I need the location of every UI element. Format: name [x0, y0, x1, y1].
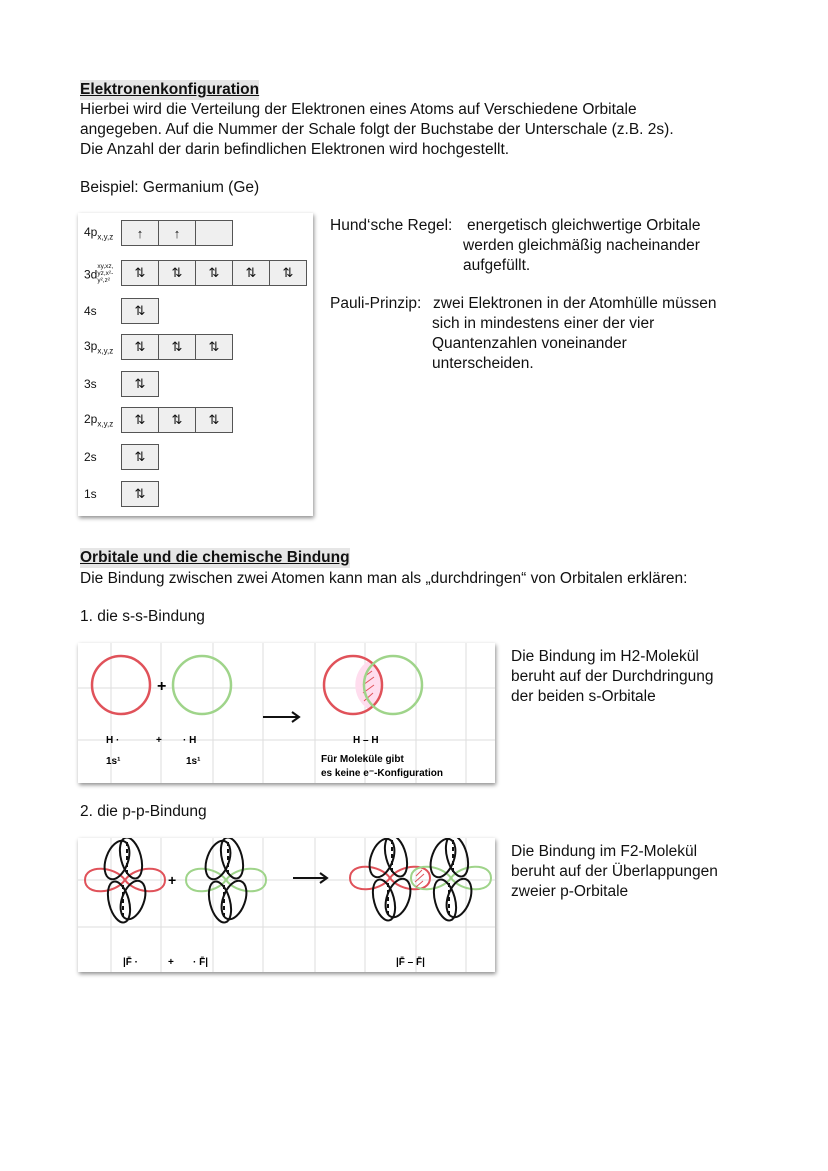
intro-text: Die Bindung zwischen zwei Atomen kann man als „durchdringen“ von Orbitalen erklären:	[80, 570, 688, 587]
orbital-box: ⇅	[121, 481, 159, 507]
arrow-icon	[263, 712, 299, 722]
hand-note: Für Moleküle gibt	[321, 754, 404, 765]
pp-title: 2. die p-p-Bindung	[80, 803, 207, 820]
pp-desc: zweier p-Orbitale	[511, 883, 629, 900]
orbital-box: ⇅	[195, 407, 233, 433]
orbital-box: ⇅	[121, 407, 159, 433]
orbital-label	[78, 225, 122, 241]
orbital-row	[78, 260, 307, 286]
hand-f2: · F̄|	[193, 957, 209, 968]
orbital-main: 4s	[84, 304, 97, 318]
heading-orbitale-bindung: Orbitale und die chemische Bindung	[80, 549, 350, 566]
pp-bond-drawing	[78, 838, 495, 972]
orbital-box: ↑	[121, 220, 159, 246]
orbital-box: ⇅	[232, 260, 270, 286]
ss-bond-drawing	[78, 643, 495, 783]
orbital-row	[78, 444, 159, 470]
orbital-row	[78, 220, 233, 246]
hand-h1: H ·	[106, 735, 120, 746]
orbital-box: ⇅	[121, 334, 159, 360]
orbital-label	[78, 377, 122, 391]
hand-h2: · H	[183, 735, 197, 746]
hand-plus: +	[156, 735, 162, 746]
hand-f1: |F̄ ·	[123, 957, 139, 968]
hund-line: energetisch gleichwertige Orbitale	[467, 217, 701, 234]
orbital-main: 1s	[84, 487, 97, 501]
pauli-line: sich in mindestens einer der vier	[432, 315, 655, 332]
hund-line: aufgefüllt.	[463, 257, 531, 274]
orbital-main: 2p	[84, 411, 98, 426]
orbital-label	[78, 450, 122, 464]
hand-config2: 1s¹	[186, 756, 201, 767]
paragraph-line: Hierbei wird die Verteilung der Elektronen eines Atoms auf Verschiedene Orbitale	[80, 101, 637, 118]
orbital-main: 4p	[84, 224, 98, 239]
s-orbital-red	[92, 656, 150, 714]
heading-elektronenkonfiguration: Elektronenkonfiguration	[80, 81, 260, 98]
orbital-box: ⇅	[121, 444, 159, 470]
pp-desc: beruht auf der Überlappungen	[511, 863, 718, 880]
ss-title: 1. die s-s-Bindung	[80, 608, 205, 625]
pauli-line: zwei Elektronen in der Atomhülle müssen	[433, 295, 717, 312]
orbital-row	[78, 407, 233, 433]
orbital-sub: x,y,z	[97, 346, 114, 356]
ss-desc: Die Bindung im H2-Molekül	[511, 648, 699, 665]
hund-label: Hund‘sche Regel:	[330, 217, 453, 234]
orbital-box: ⇅	[121, 260, 159, 286]
paragraph-line: angegeben. Auf die Nummer der Schale folgt der Buchstabe der Unterschale (z.B. 2s).	[80, 121, 674, 138]
orbital-box: ⇅	[158, 334, 196, 360]
orbital-box: ⇅	[195, 334, 233, 360]
ss-desc: der beiden s-Orbitale	[511, 688, 656, 705]
orbital-label	[78, 304, 122, 318]
pauli-label: Pauli-Prinzip:	[330, 295, 422, 312]
orbital-box: ⇅	[158, 407, 196, 433]
hand-plus: +	[168, 957, 174, 968]
hand-note: es keine e⁻-Konfiguration	[321, 768, 443, 779]
orbital-main: 3d	[84, 267, 98, 282]
arrow-icon	[293, 873, 327, 883]
orbital-box	[195, 220, 233, 246]
example-label: Beispiel: Germanium (Ge)	[80, 179, 260, 196]
p-orbital-red	[85, 838, 165, 925]
hand-hh: H – H	[353, 735, 379, 746]
hund-line: werden gleichmäßig nacheinander	[463, 237, 700, 254]
plus-sign: +	[168, 872, 177, 888]
plus-sign: +	[157, 678, 167, 695]
orbital-label	[78, 339, 122, 355]
orbital-box: ⇅	[269, 260, 307, 286]
orbital-row	[78, 334, 233, 360]
pp-desc: Die Bindung im F2-Molekül	[511, 843, 698, 860]
p-orbital-green	[186, 838, 266, 925]
orbital-main: 3p	[84, 338, 98, 353]
orbital-row	[78, 371, 159, 397]
ss-desc: beruht auf der Durchdringung	[511, 668, 714, 685]
s-orbital-green	[173, 656, 231, 714]
orbital-main: 3s	[84, 377, 97, 391]
orbital-sub: x,y,z	[97, 232, 114, 242]
orbital-main: 2s	[84, 450, 97, 464]
orbital-row	[78, 481, 159, 507]
pp-bond-sketch	[78, 838, 495, 972]
orbital-label	[78, 263, 122, 284]
orbital-box: ⇅	[195, 260, 233, 286]
hand-config1: 1s¹	[106, 756, 121, 767]
hand-ff: |F̄ – F̄|	[396, 957, 425, 968]
orbital-box: ⇅	[121, 298, 159, 324]
orbital-box: ⇅	[158, 260, 196, 286]
paragraph-line: Die Anzahl der darin befindlichen Elektronen wird hochgestellt.	[80, 141, 510, 158]
ss-bond-sketch	[78, 643, 495, 783]
orbital-sub: x,y,z	[97, 419, 114, 429]
orbital-box: ⇅	[121, 371, 159, 397]
pauli-line: Quantenzahlen voneinander	[432, 335, 627, 352]
orbital-diagram	[78, 213, 313, 516]
orbital-label	[78, 487, 122, 501]
orbital-box: ↑	[158, 220, 196, 246]
pauli-line: unterscheiden.	[432, 355, 534, 372]
orbital-row	[78, 298, 159, 324]
orbital-label	[78, 412, 122, 428]
orbital-sub: xy,xz, yz,x²-y²,z²	[97, 262, 114, 284]
